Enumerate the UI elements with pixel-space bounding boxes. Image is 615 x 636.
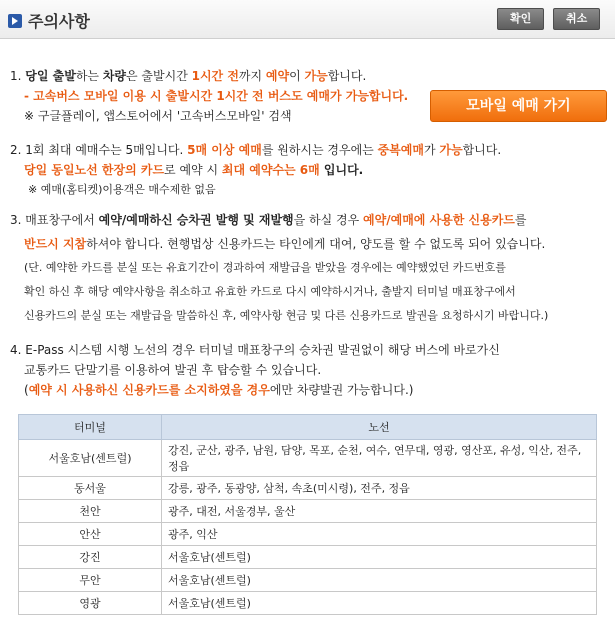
table-row: [19, 477, 597, 500]
table-row: [19, 500, 597, 523]
notice-3-line-5: 신용카드의 분실 또는 재발급을 말씀하신 후, 예약사항 현금 및 다른 신용카드로 발권을 요청하시기 바랍니다.): [24, 309, 549, 322]
notice-section-1: [10, 66, 408, 126]
table-row: [19, 523, 597, 546]
terminal-cell: 동서울: [19, 477, 162, 500]
table-header-row: [19, 415, 597, 440]
table-row: [19, 440, 597, 477]
terminal-cell: 강진: [19, 546, 162, 569]
notice-1-line-3: ※ 구글플레이, 앱스토어에서 '고속버스모바일' 검색: [24, 109, 292, 123]
routes-cell: 광주, 대전, 서울경부, 울산: [162, 500, 597, 523]
notice-section-4: [10, 340, 500, 400]
title-wrap: [8, 9, 90, 32]
routes-cell: 서울호남(센트럴): [162, 569, 597, 592]
notice-3-line-2: 반드시 지참하셔야 합니다. 현행법상 신용카드는 타인에게 대여, 양도를 할 수 없도록 되어 있습니다.: [24, 237, 546, 251]
routes-cell: 광주, 익산: [162, 523, 597, 546]
notice-2-line-1: 2. 1회 최대 예매수는 5매입니다. 5매 이상 예매를 원하시는 경우에는 중복예매가 가능합니다.: [10, 143, 502, 157]
terminal-cell: 안산: [19, 523, 162, 546]
play-arrow-icon: [8, 14, 22, 28]
page-title: 주의사항: [28, 12, 90, 31]
notice-3-line-3: (단. 예약한 카드를 분실 또는 유효기간이 경과하여 재발급을 받았을 경우에는 예약했었던 카드번호를: [24, 261, 506, 274]
notice-3-line-1: 3. 매표창구에서 예약/예매하신 승차권 발행 및 재발행을 하실 경우 예약/예매에 사용한 신용카드를: [10, 213, 527, 227]
notice-section-2: [10, 140, 501, 200]
terminal-cell: 서울호남(센트럴): [19, 440, 162, 477]
notice-1-line-1: 1. 당일 출발하는 차량은 출발시간 1시간 전까지 예약이 가능합니다.: [10, 69, 367, 83]
notice-4-line-3: (예약 시 사용하신 신용카드를 소지하였을 경우에만 차량발권 가능합니다.): [24, 383, 414, 397]
routes-cell: 강진, 군산, 광주, 남원, 담양, 목포, 순천, 여수, 연무대, 영광, 영산포, 유성, 익산, 전주, 정읍: [162, 440, 597, 477]
notice-2-line-2: 당일 동일노선 한장의 카드로 예약 시 최대 예약수는 6매 입니다.: [24, 163, 364, 177]
notice-1-line-2: - 고속버스 모바일 이용 시 출발시간 1시간 전 버스도 예매가 가능합니다.: [24, 89, 409, 103]
dialog-header: [0, 0, 615, 39]
routes-cell: 서울호남(센트럴): [162, 592, 597, 615]
routes-cell: 강릉, 광주, 동광양, 삼척, 속초(미시령), 전주, 정읍: [162, 477, 597, 500]
table-row: [19, 569, 597, 592]
terminal-cell: 천안: [19, 500, 162, 523]
column-header-routes: 노선: [162, 415, 597, 440]
table-row: [19, 546, 597, 569]
notice-3-line-4: 확인 하신 후 해당 예약사항을 취소하고 유효한 카드로 다시 예약하시거나, 출발지 터미널 매표창구에서: [24, 285, 516, 298]
terminal-cell: 무안: [19, 569, 162, 592]
cancel-button[interactable]: 취소: [553, 8, 600, 30]
notice-4-line-1: 4. E-Pass 시스템 시행 노선의 경우 터미널 매표창구의 승차권 발권없이 해당 버스에 바로가신: [10, 343, 500, 357]
table-row: [19, 592, 597, 615]
routes-cell: 서울호남(센트럴): [162, 546, 597, 569]
mobile-booking-button[interactable]: 모바일 예매 가기: [430, 90, 607, 122]
notice-4-line-2: 교통카드 단말기를 이용하여 발권 후 탑승할 수 있습니다.: [24, 363, 322, 377]
confirm-button[interactable]: 확인: [497, 8, 544, 30]
notice-2-line-3: ※ 예매(홈티켓)이용객은 매수제한 없음: [28, 183, 216, 196]
terminal-cell: 영광: [19, 592, 162, 615]
notice-section-3: [10, 210, 548, 326]
epass-routes-table: [18, 414, 597, 615]
column-header-terminal: 터미널: [19, 415, 162, 440]
